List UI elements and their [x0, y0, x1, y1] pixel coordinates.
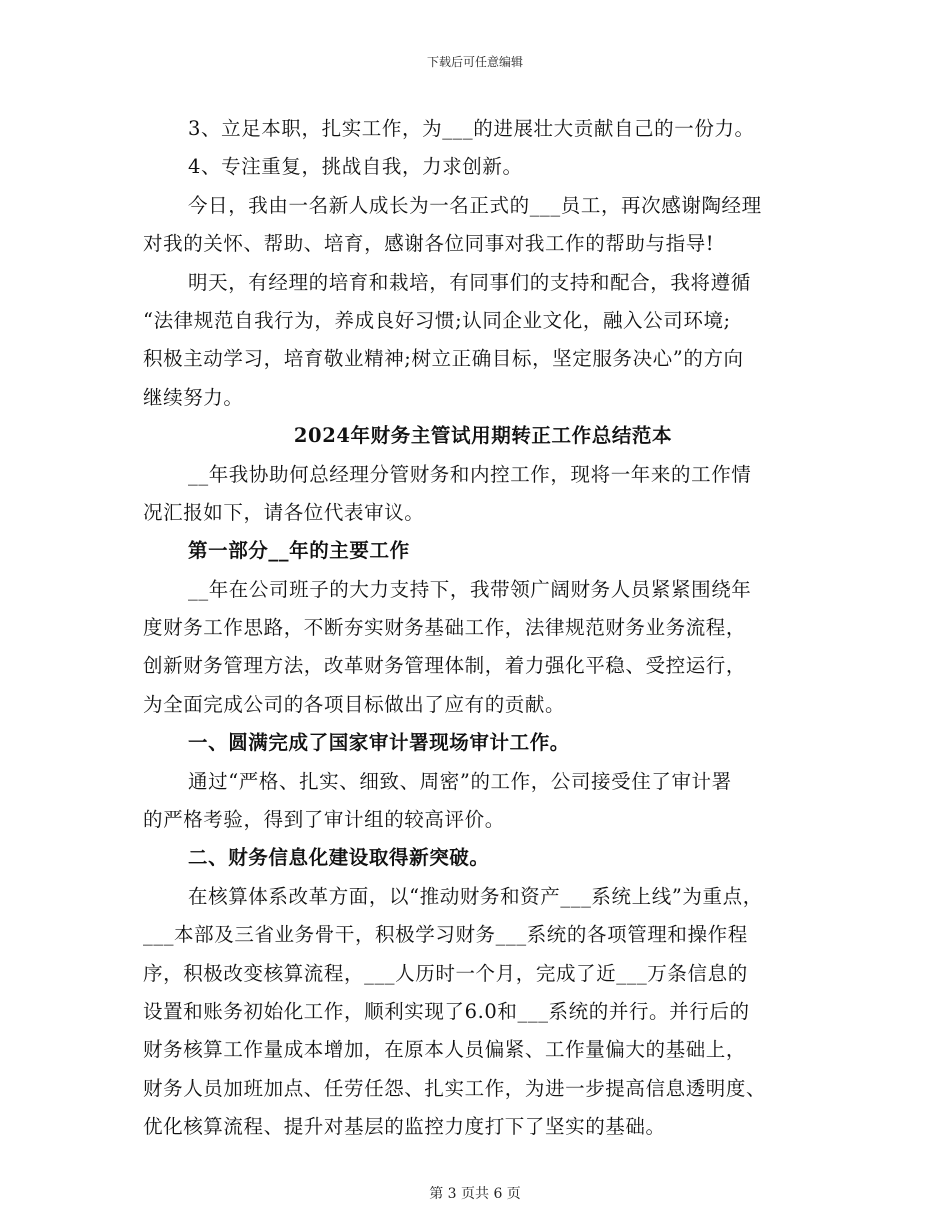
paragraph-line: 优化核算流程、提升对基层的监控力度打下了坚实的基础。 [143, 1115, 666, 1139]
paragraph-line: 3、立足本职，扎实工作，为___的进展壮大贡献自己的一份力。 [188, 117, 755, 140]
paragraph-line: 度财务工作思路，不断夯实财务基础工作，法律规范财务业务流程， [143, 616, 747, 640]
section-heading: 二、财务信息化建设取得新突破。 [188, 846, 490, 870]
paragraph-line: 设置和账务初始化工作，顺利实现了6.0和___系统的并行。并行后的 [143, 999, 750, 1023]
paragraph-line: 4、专注重复，挑战自我，力求创新。 [188, 155, 523, 179]
paragraph-line: 通过“严格、扎实、细致、周密”的工作，公司接受住了审计署 [188, 769, 732, 793]
paragraph-line: 的严格考验，得到了审计组的较高评价。 [143, 808, 505, 832]
paragraph-line: 在核算体系改革方面，以“推动财务和资产___系统上线”为重点， [188, 884, 763, 908]
paragraph-line: 继续努力。 [143, 385, 244, 409]
paragraph-line: ___本部及三省业务骨干，积极学习财务___系统的各项管理和操作程 [143, 923, 748, 947]
paragraph-line: 明天，有经理的培育和栽培，有同事们的支持和配合，我将遵循 [188, 270, 751, 294]
paragraph-line: __年我协助何总经理分管财务和内控工作，现将一年来的工作情 [188, 462, 752, 486]
paragraph-line: 序，积极改变核算流程，___人历时一个月，完成了近___万条信息的 [143, 961, 748, 985]
page-header: 下载后可任意编辑 [426, 55, 523, 69]
paragraph-line: 对我的关怀、帮助、培育，感谢各位同事对我工作的帮助与指导! [143, 232, 715, 256]
document-body [143, 110, 823, 1147]
paragraph-line: 积极主动学习，培育敬业精神;树立正确目标，坚定服务决心”的方向 [143, 347, 744, 371]
paragraph-line: 为全面完成公司的各项目标做出了应有的贡献。 [143, 692, 566, 716]
section-title: 2024年财务主管试用期转正工作总结范本 [293, 424, 673, 448]
paragraph-line: 况汇报如下，请各位代表审议。 [143, 500, 425, 524]
paragraph-line: 创新财务管理方法，改革财务管理体制，着力强化平稳、受控运行， [143, 654, 747, 678]
paragraph-line: “法律规范自我行为，养成良好习惯;认同企业文化，融入公司环境; [143, 308, 731, 332]
paragraph-line: 财务人员加班加点、任劳任怨、扎实工作，为进一步提高信息透明度、 [143, 1076, 767, 1100]
page-footer: 第 3 页共 6 页 [429, 1186, 521, 1202]
section-heading: 一、圆满完成了国家审计署现场审计工作。 [188, 731, 570, 755]
paragraph-line: 财务核算工作量成本增加，在原本人员偏紧、工作量偏大的基础上， [143, 1038, 747, 1062]
section-heading: 第一部分__年的主要工作 [188, 539, 410, 563]
paragraph-line: __年在公司班子的大力支持下，我带领广阔财务人员紧紧围绕年 [188, 577, 752, 601]
paragraph-line: 今日，我由一名新人成长为一名正式的___员工，再次感谢陶经理 [188, 193, 762, 217]
